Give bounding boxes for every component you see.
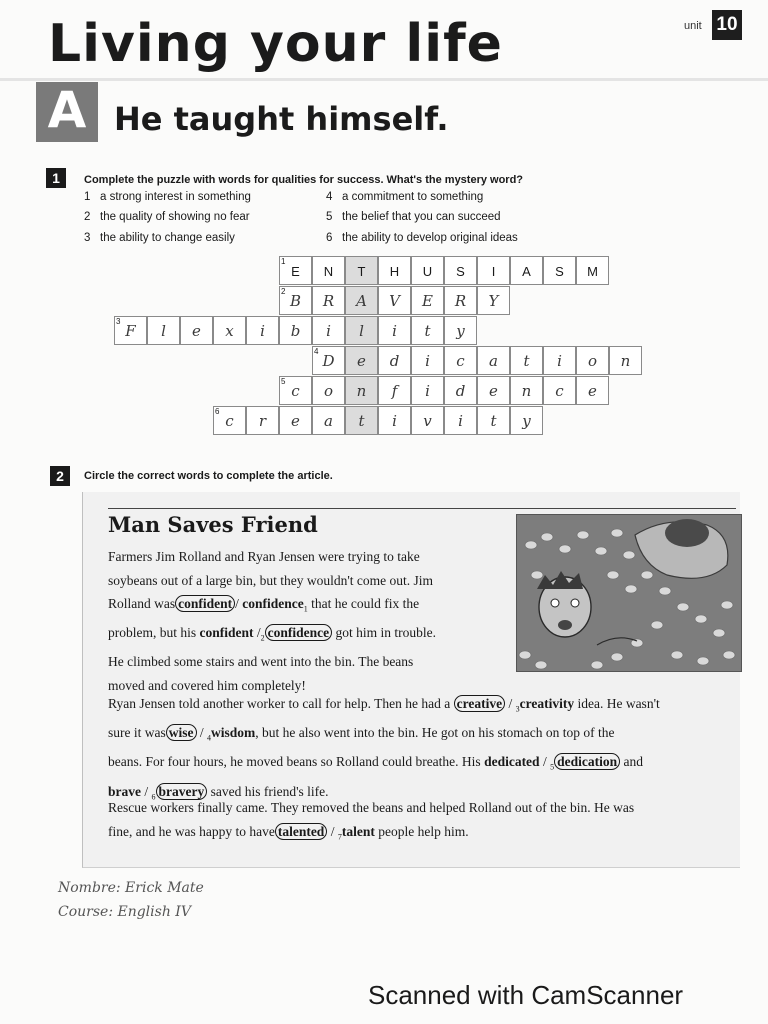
- crossword-letter: E: [291, 264, 300, 279]
- text-run: beans. For four hours, he moved beans so Rolland could breathe. His: [108, 754, 485, 770]
- para-line: He climbed some stairs and went into the bin. The beans: [108, 654, 414, 670]
- crossword-cell[interactable]: [312, 316, 345, 345]
- crossword-letter: i: [557, 352, 562, 370]
- crossword-letter: I: [491, 264, 496, 279]
- crossword-row-number: 3: [116, 317, 121, 326]
- clue-number: 2: [84, 211, 91, 223]
- crossword-letter: e: [489, 382, 498, 400]
- para-line: soybeans out of a large bin, but they wouldn't come out. Jim: [108, 572, 434, 588]
- crossword-letter: n: [620, 352, 631, 370]
- camscanner-watermark: Scanned with CamScanner: [368, 980, 684, 1010]
- choice-5-dedicated[interactable]: dedicated: [484, 754, 540, 770]
- crossword-cell[interactable]: [411, 406, 444, 435]
- crossword-cell[interactable]: [312, 406, 345, 435]
- crossword-cell[interactable]: [477, 256, 510, 285]
- article-paragraph-3: [108, 796, 736, 849]
- crossword-letter: o: [587, 352, 598, 370]
- lesson-subtitle: He taught himself.: [114, 100, 449, 138]
- text-run: saved his friend's life.: [207, 783, 329, 799]
- para-line: moved and covered him completely!: [108, 677, 306, 693]
- clue-1: [84, 191, 251, 203]
- crossword-letter: y: [456, 322, 465, 340]
- crossword-cell[interactable]: [510, 406, 543, 435]
- para-line: [108, 820, 736, 849]
- crossword-letter: c: [291, 382, 300, 400]
- text-run: idea. He wasn't: [574, 696, 660, 711]
- item-number-1: 1: [303, 604, 308, 614]
- crossword-letter: n: [356, 382, 367, 400]
- crossword-letter: c: [225, 412, 234, 430]
- crossword-letter: R: [454, 292, 467, 310]
- crossword-letter: H: [389, 264, 400, 279]
- crossword-letter: N: [323, 264, 334, 279]
- crossword-letter: U: [422, 264, 433, 279]
- article-paragraph-1: [108, 545, 508, 697]
- crossword-letter: a: [324, 412, 333, 430]
- crossword-letter: M: [587, 264, 598, 279]
- crossword-letter: y: [522, 412, 531, 430]
- choice-4-wisdom[interactable]: wisdom: [211, 725, 256, 741]
- crossword-row-number: 1: [281, 257, 286, 266]
- crossword-cell[interactable]: [444, 406, 477, 435]
- crossword-cell[interactable]: [609, 346, 642, 375]
- para-line: Rescue workers finally came. They removed the beans and helped Rolland out of the bin. He was: [108, 800, 635, 815]
- exercise-1-number: 1: [46, 168, 66, 188]
- crossword-letter: n: [521, 382, 532, 400]
- crossword-letter: E: [422, 292, 433, 310]
- clue-6: [326, 232, 518, 244]
- crossword-letter: Y: [488, 292, 499, 310]
- clue-text: a strong interest in something: [100, 191, 251, 203]
- crossword-letter: i: [392, 412, 397, 430]
- article-top-rule: [108, 508, 736, 509]
- clue-text: the ability to develop original ideas: [342, 232, 518, 244]
- unit-number-badge: 10: [712, 10, 742, 40]
- crossword-letter: F: [125, 322, 136, 340]
- crossword-mystery-cell[interactable]: [345, 406, 378, 435]
- crossword-cell[interactable]: [444, 286, 477, 315]
- crossword-cell[interactable]: [180, 316, 213, 345]
- crossword-letter: A: [356, 292, 367, 310]
- crossword-cell[interactable]: [543, 376, 576, 405]
- section-letter: A: [47, 81, 87, 139]
- crossword-letter: c: [555, 382, 564, 400]
- clue-text: the quality of showing no fear: [100, 211, 250, 223]
- crossword-letter: i: [425, 382, 430, 400]
- crossword-letter: t: [523, 352, 530, 370]
- crossword-cell[interactable]: [279, 406, 312, 435]
- text-run: /: [539, 754, 551, 770]
- text-run: that he could fix the: [307, 596, 420, 611]
- para-line: [108, 721, 736, 750]
- crossword-cell[interactable]: [444, 316, 477, 345]
- clue-3: [84, 232, 235, 244]
- crossword-letter: l: [161, 322, 166, 340]
- text-run: Ryan Jensen told another worker to call for help. Then he had a: [108, 696, 454, 711]
- para-line: Farmers Jim Rolland and Ryan Jensen were trying to take: [108, 549, 420, 564]
- item-number-6: 6: [151, 792, 156, 802]
- clue-4: [326, 191, 483, 203]
- crossword-letter: D: [322, 352, 335, 370]
- crossword-cell[interactable]: [246, 316, 279, 345]
- crossword-cell[interactable]: [543, 346, 576, 375]
- crossword-letter: T: [357, 264, 366, 279]
- text-run: problem, but his: [108, 625, 200, 641]
- unit-label: unit: [684, 20, 702, 32]
- crossword-letter: R: [322, 292, 335, 310]
- crossword-cell[interactable]: [378, 316, 411, 345]
- crossword-cell[interactable]: [411, 256, 444, 285]
- choice-3-creative-circled[interactable]: creative: [454, 695, 505, 712]
- item-number-4: 4: [207, 733, 212, 743]
- crossword-letter: a: [489, 352, 498, 370]
- crossword-cell[interactable]: [312, 286, 345, 315]
- crossword-letter: e: [357, 352, 366, 370]
- page-title: Living your life: [48, 14, 503, 74]
- text-run: got him in trouble.: [332, 625, 437, 641]
- crossword-cell[interactable]: [510, 376, 543, 405]
- item-number-7: 7: [337, 832, 342, 842]
- text-run: sure it was: [108, 725, 166, 741]
- crossword-letter: i: [326, 322, 331, 340]
- crossword-row-number: 5: [281, 377, 286, 386]
- item-number-3: 3: [515, 704, 520, 714]
- choice-7-talented-circled[interactable]: talented: [275, 823, 328, 840]
- crossword-cell[interactable]: [279, 316, 312, 345]
- crossword-letter: t: [490, 412, 497, 430]
- crossword-row-number: 4: [314, 347, 319, 356]
- article-title: Man Saves Friend: [108, 512, 318, 537]
- crossword-letter: t: [358, 412, 365, 430]
- article-illustration: [516, 514, 742, 672]
- crossword-cell[interactable]: [444, 256, 477, 285]
- choice-7-talent[interactable]: talent: [341, 823, 375, 839]
- crossword-letter: d: [389, 352, 400, 370]
- text-run: and: [620, 754, 643, 770]
- crossword-letter: c: [456, 352, 465, 370]
- man-in-soybeans-illustration: [517, 515, 742, 672]
- crossword-cell[interactable]: [411, 286, 444, 315]
- clue-number: 4: [326, 191, 333, 203]
- crossword-letter: S: [456, 264, 465, 279]
- para-line: [108, 621, 508, 650]
- clue-number: 1: [84, 191, 91, 203]
- para-line: [108, 750, 736, 779]
- crossword-cell[interactable]: [576, 376, 609, 405]
- crossword-cell[interactable]: [477, 376, 510, 405]
- crossword-cell[interactable]: [147, 316, 180, 345]
- text-run: /: [235, 596, 243, 611]
- handwritten-course: Course: English IV: [58, 904, 191, 920]
- crossword-row-number: 2: [281, 287, 286, 296]
- crossword-letter: l: [359, 322, 364, 340]
- choice-1-confidence[interactable]: confidence: [242, 596, 304, 611]
- crossword-letter: e: [291, 412, 300, 430]
- crossword-letter: i: [260, 322, 265, 340]
- crossword-letter: r: [258, 412, 267, 430]
- crossword-cell[interactable]: [477, 286, 510, 315]
- choice-6-brave[interactable]: brave: [108, 783, 141, 799]
- choice-2-confidence-circled[interactable]: confidence: [265, 624, 333, 641]
- choice-3-creativity[interactable]: creativity: [519, 696, 575, 711]
- crossword-cell[interactable]: [510, 346, 543, 375]
- crossword-cell[interactable]: [576, 346, 609, 375]
- crossword-letter: e: [192, 322, 201, 340]
- header-divider: [0, 78, 768, 81]
- para-line: [108, 592, 508, 621]
- crossword-mystery-cell[interactable]: [345, 256, 378, 285]
- text-run: /: [327, 823, 338, 839]
- crossword-row-number: 6: [215, 407, 220, 416]
- clue-number: 6: [326, 232, 333, 244]
- crossword-cell[interactable]: [543, 256, 576, 285]
- exercise-2-number: 2: [50, 466, 70, 486]
- crossword-cell[interactable]: [411, 316, 444, 345]
- text-run: fine, and he was happy to have: [108, 823, 275, 839]
- crossword-letter: B: [289, 292, 302, 310]
- crossword-cell[interactable]: [444, 346, 477, 375]
- clue-text: the ability to change easily: [100, 232, 235, 244]
- para-line: [108, 692, 736, 721]
- crossword-letter: A: [522, 264, 531, 279]
- clue-2: [84, 211, 250, 223]
- crossword-letter: f: [391, 382, 398, 400]
- exercise-1-instruction: Complete the puzzle with words for qualities for success. What's the mystery word?: [84, 174, 524, 186]
- choice-2-confident[interactable]: confident: [199, 625, 254, 641]
- crossword-letter: S: [555, 264, 564, 279]
- crossword-cell[interactable]: [213, 316, 246, 345]
- crossword-cell[interactable]: [477, 406, 510, 435]
- text-run: , but he also went into the bin. He got on his stomach on top of the: [255, 725, 615, 741]
- choice-4-wise-circled[interactable]: wise: [166, 724, 197, 741]
- crossword-mystery-cell[interactable]: [345, 376, 378, 405]
- text-run: /: [196, 725, 208, 741]
- text-run: /: [253, 625, 261, 641]
- crossword-letter: d: [455, 382, 466, 400]
- crossword-cell[interactable]: [477, 346, 510, 375]
- handwritten-name: Nombre: Erick Mate: [58, 880, 204, 896]
- crossword-letter: v: [423, 412, 432, 430]
- crossword-letter: i: [392, 322, 397, 340]
- crossword-mystery-cell[interactable]: [345, 286, 378, 315]
- crossword-mystery-cell[interactable]: [345, 316, 378, 345]
- crossword-cell[interactable]: [378, 406, 411, 435]
- crossword-cell[interactable]: [411, 346, 444, 375]
- crossword-cell[interactable]: [312, 256, 345, 285]
- crossword-cell[interactable]: [411, 376, 444, 405]
- crossword-cell[interactable]: [378, 256, 411, 285]
- clue-number: 3: [84, 232, 91, 244]
- crossword-cell[interactable]: [510, 256, 543, 285]
- crossword-cell[interactable]: [312, 376, 345, 405]
- crossword-cell[interactable]: [378, 286, 411, 315]
- text-run: people help him.: [374, 823, 469, 839]
- clue-number: 5: [326, 211, 333, 223]
- choice-5-dedication-circled[interactable]: dedication: [554, 753, 620, 770]
- crossword-cell[interactable]: [576, 256, 609, 285]
- crossword-cell[interactable]: [378, 346, 411, 375]
- crossword-cell[interactable]: [378, 376, 411, 405]
- clue-5: [326, 211, 501, 223]
- crossword-mystery-cell[interactable]: [345, 346, 378, 375]
- crossword-cell[interactable]: [444, 376, 477, 405]
- crossword-letter: V: [389, 292, 400, 310]
- choice-6-bravery-circled[interactable]: bravery: [156, 783, 208, 800]
- exercise-2-instruction: Circle the correct words to complete the article.: [84, 470, 333, 482]
- text-run: /: [505, 696, 516, 711]
- article-paragraph-2: [108, 692, 736, 809]
- crossword-cell[interactable]: [246, 406, 279, 435]
- clue-text: the belief that you can succeed: [342, 211, 501, 223]
- crossword-letter: i: [458, 412, 463, 430]
- crossword-letter: o: [323, 382, 334, 400]
- item-number-2: 2: [260, 633, 265, 643]
- crossword-letter: t: [424, 322, 431, 340]
- item-number-5: 5: [550, 763, 555, 773]
- crossword-letter: x: [225, 322, 234, 340]
- crossword-letter: i: [425, 352, 430, 370]
- crossword-letter: e: [588, 382, 597, 400]
- crossword-letter: b: [290, 322, 301, 340]
- clue-text: a commitment to something: [342, 191, 484, 203]
- choice-1-confident-circled[interactable]: confident: [175, 595, 235, 612]
- text-run: /: [141, 783, 152, 799]
- text-run: Rolland was: [108, 596, 176, 611]
